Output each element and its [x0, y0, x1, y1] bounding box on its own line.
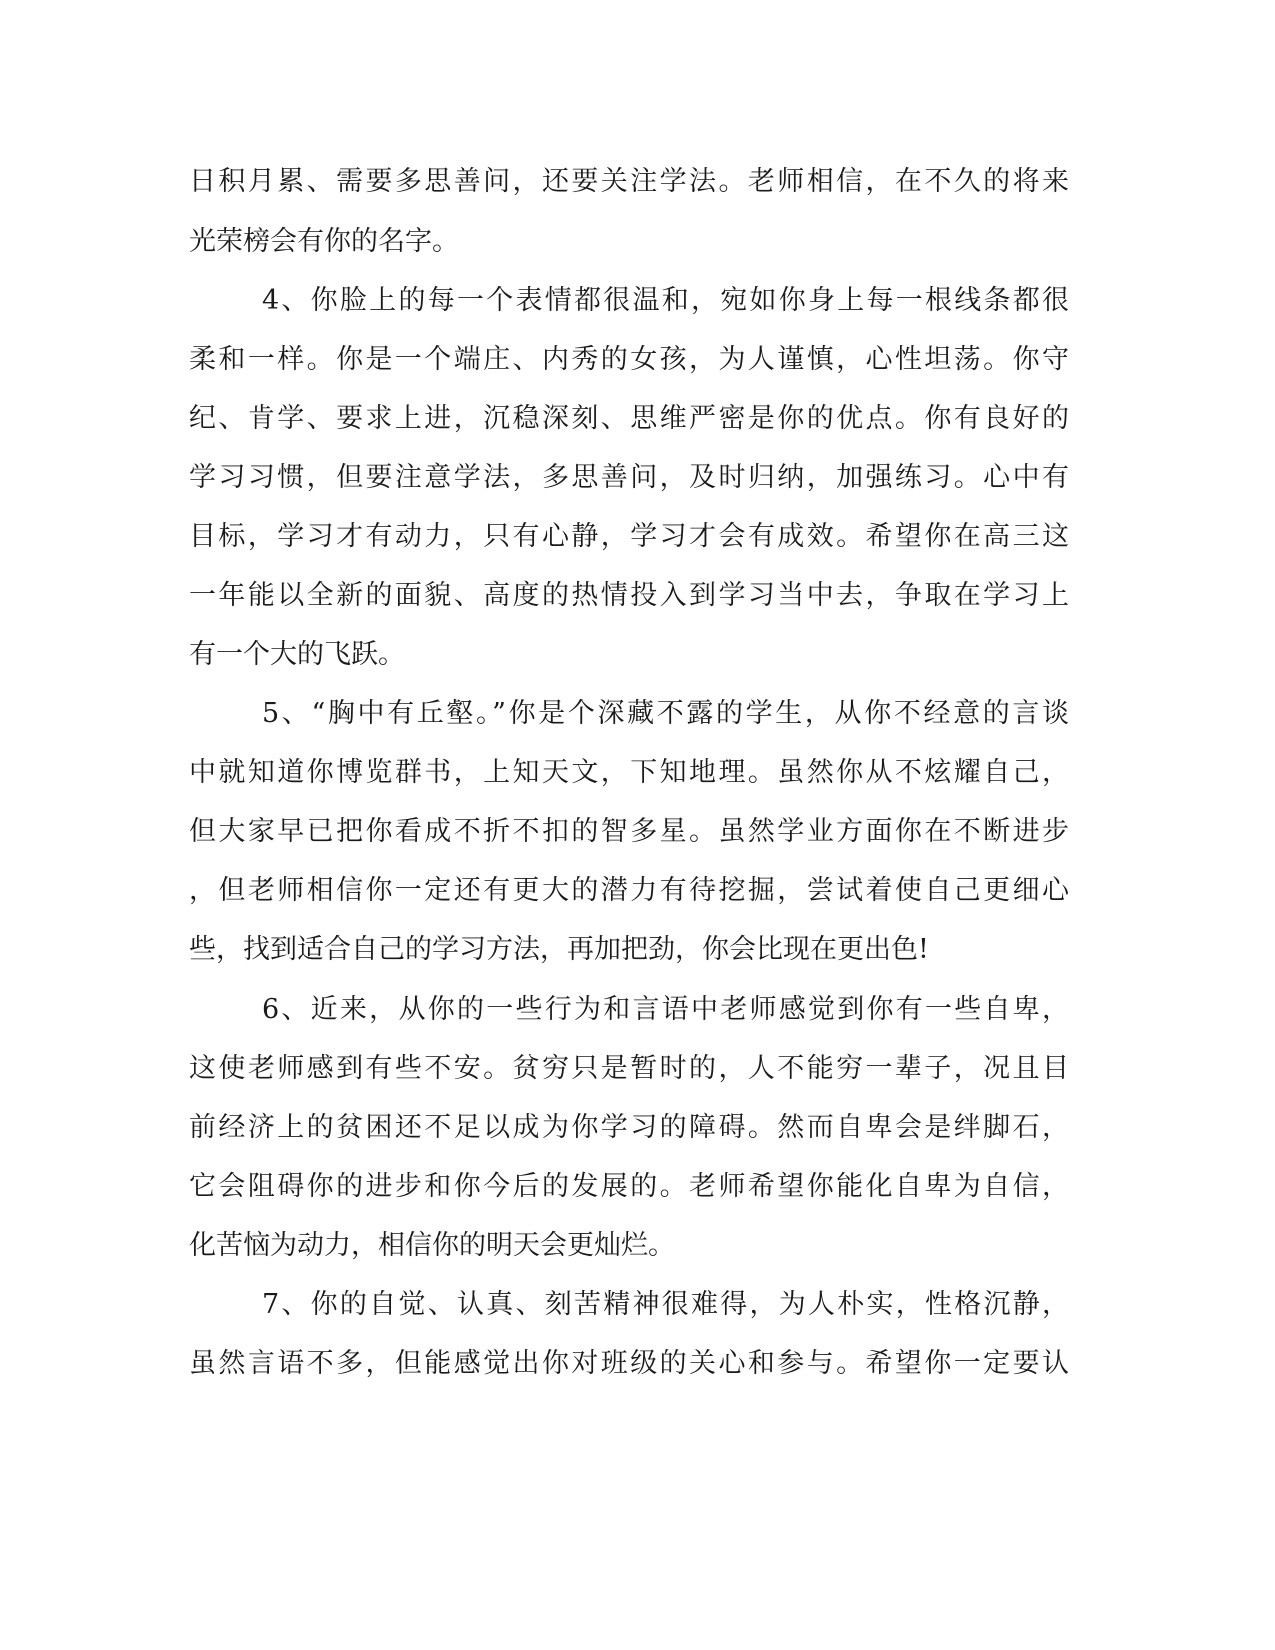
text-line: 一年能以全新的面貌、高度的热情投入到学习当中去，争取在学习上: [189, 580, 1069, 611]
text-line: 光荣榜会有你的名字。: [189, 226, 459, 257]
paragraph-start-line: 6、近来，从你的一些行为和言语中老师感觉到你有一些自卑，: [262, 994, 1069, 1025]
text-line: 它会阻碍你的进步和你今后的发展的。老师希望你能化自卑为自信，: [189, 1171, 1069, 1202]
text-line: ，但老师相信你一定还有更大的潜力有待挖掘，尝试着使自己更细心: [189, 875, 1069, 906]
text-line: 前经济上的贫困还不足以成为你学习的障碍。然而自卑会是绊脚石，: [189, 1112, 1069, 1143]
text-line: 目标，学习才有动力，只有心静，学习才会有成效。希望你在高三这: [189, 521, 1069, 552]
text-line: 这使老师感到有些不安。贫穷只是暂时的，人不能穷一辈子，况且目: [189, 1053, 1069, 1084]
paragraph-start-line: 5、“胸中有丘壑。”你是个深藏不露的学生，从你不经意的言谈: [262, 698, 1069, 729]
text-line: 学习习惯，但要注意学法，多思善问，及时归纳，加强练习。心中有: [189, 462, 1069, 493]
text-line: 日积月累、需要多思善问，还要关注学法。老师相信，在不久的将来: [189, 166, 1069, 197]
text-line: 但大家早已把你看成不折不扣的智多星。虽然学业方面你在不断进步: [189, 816, 1069, 847]
text-line: 化苦恼为动力，相信你的明天会更灿烂。: [189, 1230, 675, 1261]
text-line: 些，找到适合自己的学习方法，再加把劲，你会比现在更出色!: [189, 934, 929, 965]
text-line: 中就知道你博览群书，上知天文，下知地理。虽然你从不炫耀自己，: [189, 757, 1069, 788]
paragraph-start-line: 7、你的自觉、认真、刻苦精神很难得，为人朴实，性格沉静，: [262, 1289, 1069, 1320]
text-line: 虽然言语不多，但能感觉出你对班级的关心和参与。希望你一定要认: [189, 1348, 1069, 1379]
text-line: 柔和一样。你是一个端庄、内秀的女孩，为人谨慎，心性坦荡。你守: [189, 344, 1069, 375]
text-line: 有一个大的飞跃。: [189, 639, 405, 670]
text-line: 纪、肯学、要求上进，沉稳深刻、思维严密是你的优点。你有良好的: [189, 403, 1069, 434]
paragraph-start-line: 4、你脸上的每一个表情都很温和，宛如你身上每一根线条都很: [262, 285, 1069, 316]
